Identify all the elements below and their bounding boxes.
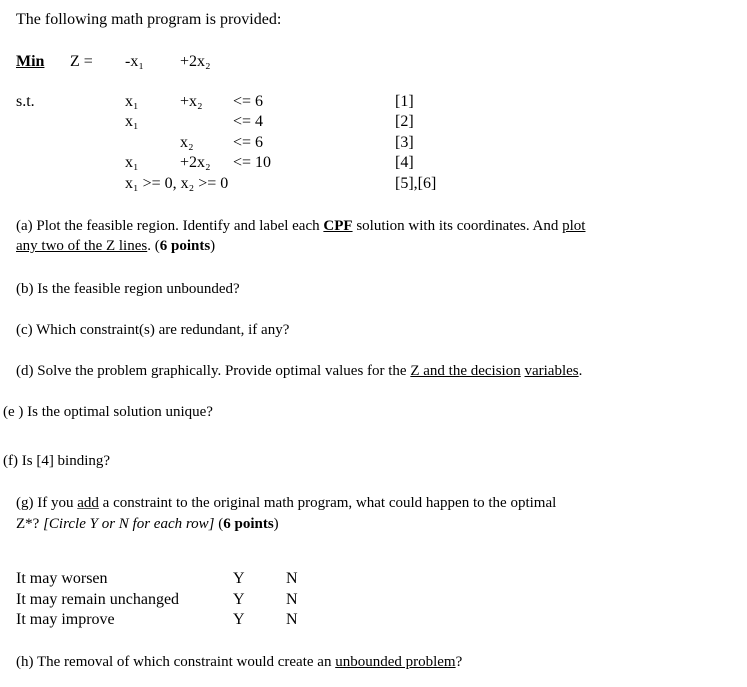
table-row-n[interactable]: N [286,591,298,608]
table-row-label: It may improve [16,611,115,628]
question-e: (e ) Is the optimal solution unique? [3,404,213,420]
constraint-4-tag: [4] [395,154,414,171]
question-g-line-1: (g) If you add a constraint to the original math program, what could happen to the optimal [16,495,557,511]
objective-term-x1: -x₁ [125,53,144,70]
constraint-3-x2: x₂ [180,134,194,151]
constraint-1-rhs: <= 6 [233,93,264,110]
constraint-4-rhs: <= 10 [233,154,272,171]
subject-to-label: s.t. [16,93,35,110]
nonnegativity-tag: [5],[6] [395,175,437,192]
table-row-label: It may remain unchanged [16,591,180,608]
table-row-n[interactable]: N [286,570,298,587]
constraint-1-x2: +x₂ [180,93,203,110]
objective-term-x2: +2x₂ [180,53,211,70]
objective-label: Min [16,53,45,70]
points-badge: 6 points [159,238,211,254]
table-row-y[interactable]: Y [233,591,245,608]
points-badge: 6 points [223,516,274,532]
question-b: (b) Is the feasible region unbounded? [16,281,240,297]
nonnegativity: x₁ >= 0, x₂ >= 0 [125,175,229,192]
constraint-2-rhs: <= 4 [233,113,264,130]
constraint-1-tag: [1] [395,93,414,110]
cpf-term: CPF [323,218,353,234]
question-a-line-1: (a) Plot the feasible region. Identify and label each CPF solution with its coordinates. And plot [16,218,586,234]
question-h: (h) The removal of which constraint would create an unbounded problem? [16,654,463,670]
constraint-3-tag: [3] [395,134,414,151]
question-g-line-2: Z*? [Circle Y or N for each row] (6 points) [16,516,279,532]
constraint-2-x1: x₁ [125,113,139,130]
constraint-4-x1: x₁ [125,154,139,171]
intro-text: The following math program is provided: [16,11,282,28]
question-f: (f) Is [4] binding? [3,453,111,469]
table-row-y[interactable]: Y [233,570,245,587]
constraint-2-tag: [2] [395,113,414,130]
table-row-y[interactable]: Y [233,611,245,628]
question-d: (d) Solve the problem graphically. Provide optimal values for the Z and the decision variables. [16,363,583,379]
question-c: (c) Which constraint(s) are redundant, if any? [16,322,290,338]
question-a-line-2: any two of the Z lines. (6 points) [16,238,216,254]
constraint-1-x1: x₁ [125,93,139,110]
table-row-label: It may worsen [16,570,108,587]
constraint-3-rhs: <= 6 [233,134,264,151]
constraint-4-x2: +2x₂ [180,154,211,171]
table-row-n[interactable]: N [286,611,298,628]
objective-z: Z = [70,53,93,70]
